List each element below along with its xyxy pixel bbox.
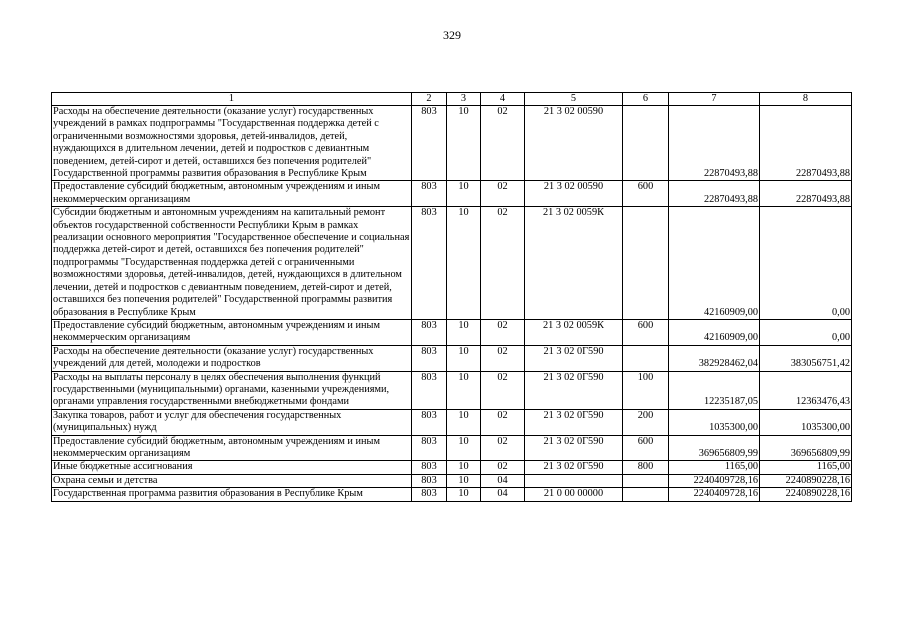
row-name-cell: Закупка товаров, работ и услуг для обеспечения государственных (муниципальных) нужд (52, 409, 412, 435)
row-target-article-cell: 21 3 02 0Г590 (525, 371, 623, 409)
row-amount-7-cell: 1035300,00 (669, 409, 760, 435)
table-row (52, 474, 852, 487)
row-target-article-cell: 21 3 02 00590 (525, 181, 623, 207)
header-cell: 6 (623, 93, 669, 106)
header-cell: 8 (760, 93, 852, 106)
row-name-cell: Предоставление субсидий бюджетным, автономным учреждениям и иным некоммерческим организациям (52, 435, 412, 461)
header-cell: 4 (481, 93, 525, 106)
row-expense-type-cell: 800 (623, 461, 669, 474)
table-header-row (52, 93, 852, 106)
row-section-cell: 10 (447, 371, 481, 409)
row-section-cell: 10 (447, 181, 481, 207)
row-target-article-cell: 21 3 02 0Г590 (525, 435, 623, 461)
row-section-cell: 10 (447, 409, 481, 435)
table-body (52, 106, 852, 502)
table-row (52, 319, 852, 345)
row-subsection-cell: 04 (481, 474, 525, 487)
row-code-cell: 803 (412, 409, 447, 435)
row-code-cell: 803 (412, 345, 447, 371)
row-section-cell: 10 (447, 319, 481, 345)
table-row (52, 207, 852, 320)
row-code-cell: 803 (412, 319, 447, 345)
row-subsection-cell: 02 (481, 319, 525, 345)
row-code-cell: 803 (412, 207, 447, 320)
row-target-article-cell: 21 3 02 00590 (525, 106, 623, 181)
table-row (52, 488, 852, 501)
row-amount-8-cell: 0,00 (760, 319, 852, 345)
header-cell: 7 (669, 93, 760, 106)
row-subsection-cell: 02 (481, 409, 525, 435)
row-code-cell: 803 (412, 461, 447, 474)
row-section-cell: 10 (447, 106, 481, 181)
row-target-article-cell: 21 3 02 0Г590 (525, 345, 623, 371)
row-amount-8-cell: 12363476,43 (760, 371, 852, 409)
row-code-cell: 803 (412, 435, 447, 461)
header-cell: 1 (52, 93, 412, 106)
row-code-cell: 803 (412, 106, 447, 181)
row-section-cell: 10 (447, 474, 481, 487)
row-amount-7-cell: 369656809,99 (669, 435, 760, 461)
row-name-cell: Расходы на обеспечение деятельности (оказание услуг) государственных учреждений в рамках подпрограммы "Государственная поддержка детей с ограниченными возможностями здоровья, детей-инвалидов, детей, нуждающихся в длительном лечении, детей и подростков с девиантным поведением, детей-сирот и детей, оставшихся без попечения родителей" Государственной программы развития образования в Республике Крым (52, 106, 412, 181)
table-row (52, 409, 852, 435)
row-subsection-cell: 02 (481, 181, 525, 207)
header-cell: 2 (412, 93, 447, 106)
row-expense-type-cell: 600 (623, 181, 669, 207)
row-expense-type-cell (623, 207, 669, 320)
row-section-cell: 10 (447, 435, 481, 461)
row-amount-8-cell: 1035300,00 (760, 409, 852, 435)
row-amount-7-cell: 2240409728,16 (669, 488, 760, 501)
budget-table (51, 92, 852, 502)
row-target-article-cell (525, 474, 623, 487)
header-cell: 3 (447, 93, 481, 106)
row-amount-7-cell: 382928462,04 (669, 345, 760, 371)
header-cell: 5 (525, 93, 623, 106)
row-amount-7-cell: 2240409728,16 (669, 474, 760, 487)
row-name-cell: Охрана семьи и детства (52, 474, 412, 487)
row-expense-type-cell (623, 106, 669, 181)
row-subsection-cell: 02 (481, 371, 525, 409)
row-expense-type-cell: 600 (623, 319, 669, 345)
row-amount-7-cell: 22870493,88 (669, 106, 760, 181)
row-amount-8-cell: 0,00 (760, 207, 852, 320)
row-expense-type-cell: 100 (623, 371, 669, 409)
row-expense-type-cell (623, 474, 669, 487)
row-name-cell: Предоставление субсидий бюджетным, автономным учреждениям и иным некоммерческим организациям (52, 319, 412, 345)
row-amount-8-cell: 22870493,88 (760, 181, 852, 207)
row-section-cell: 10 (447, 488, 481, 501)
row-name-cell: Предоставление субсидий бюджетным, автономным учреждениям и иным некоммерческим организациям (52, 181, 412, 207)
row-amount-7-cell: 42160909,00 (669, 319, 760, 345)
page-number: 329 (443, 28, 461, 42)
row-amount-7-cell: 22870493,88 (669, 181, 760, 207)
row-target-article-cell: 21 0 00 00000 (525, 488, 623, 501)
row-name-cell: Расходы на выплаты персоналу в целях обеспечения выполнения функций государственными (муниципальными) органами, казенными учреждениями, органами управления государственными внебюджетными фондами (52, 371, 412, 409)
row-section-cell: 10 (447, 461, 481, 474)
row-subsection-cell: 02 (481, 435, 525, 461)
row-expense-type-cell: 200 (623, 409, 669, 435)
table-row (52, 435, 852, 461)
row-expense-type-cell (623, 488, 669, 501)
row-amount-8-cell: 22870493,88 (760, 106, 852, 181)
row-subsection-cell: 04 (481, 488, 525, 501)
row-expense-type-cell: 600 (623, 435, 669, 461)
table-row (52, 181, 852, 207)
row-name-cell: Государственная программа развития образования в Республике Крым (52, 488, 412, 501)
row-amount-7-cell: 1165,00 (669, 461, 760, 474)
row-subsection-cell: 02 (481, 207, 525, 320)
row-code-cell: 803 (412, 371, 447, 409)
row-target-article-cell: 21 3 02 0Г590 (525, 461, 623, 474)
row-section-cell: 10 (447, 345, 481, 371)
row-amount-8-cell: 383056751,42 (760, 345, 852, 371)
row-amount-7-cell: 42160909,00 (669, 207, 760, 320)
row-section-cell: 10 (447, 207, 481, 320)
table-row (52, 461, 852, 474)
row-code-cell: 803 (412, 181, 447, 207)
table-row (52, 371, 852, 409)
row-name-cell: Расходы на обеспечение деятельности (оказание услуг) государственных учреждений для детей, молодежи и подростков (52, 345, 412, 371)
table-row (52, 106, 852, 181)
row-code-cell: 803 (412, 474, 447, 487)
row-subsection-cell: 02 (481, 345, 525, 371)
row-name-cell: Субсидии бюджетным и автономным учреждениям на капитальный ремонт объектов государственной собственности Республики Крым в рамках реализации основного мероприятия "Государственное обеспечение и социальная поддержка детей-сирот и детей, оставшихся без попечения родителей" подпрограммы "Государственная поддержка детей с ограниченными возможностями здоровья, детей-инвалидов, детей, нуждающихся в длительном лечении, детей и подростков с девиантным поведением, детей-сирот и детей, оставшихся без попечения родителей" Государственной программы развития образования в Республике Крым (52, 207, 412, 320)
row-expense-type-cell (623, 345, 669, 371)
row-amount-8-cell: 369656809,99 (760, 435, 852, 461)
row-amount-8-cell: 2240890228,16 (760, 488, 852, 501)
row-code-cell: 803 (412, 488, 447, 501)
row-amount-7-cell: 12235187,05 (669, 371, 760, 409)
row-target-article-cell: 21 3 02 0059К (525, 319, 623, 345)
row-amount-8-cell: 1165,00 (760, 461, 852, 474)
row-subsection-cell: 02 (481, 461, 525, 474)
row-target-article-cell: 21 3 02 0Г590 (525, 409, 623, 435)
row-target-article-cell: 21 3 02 0059К (525, 207, 623, 320)
row-name-cell: Иные бюджетные ассигнования (52, 461, 412, 474)
table-row (52, 345, 852, 371)
row-subsection-cell: 02 (481, 106, 525, 181)
row-amount-8-cell: 2240890228,16 (760, 474, 852, 487)
